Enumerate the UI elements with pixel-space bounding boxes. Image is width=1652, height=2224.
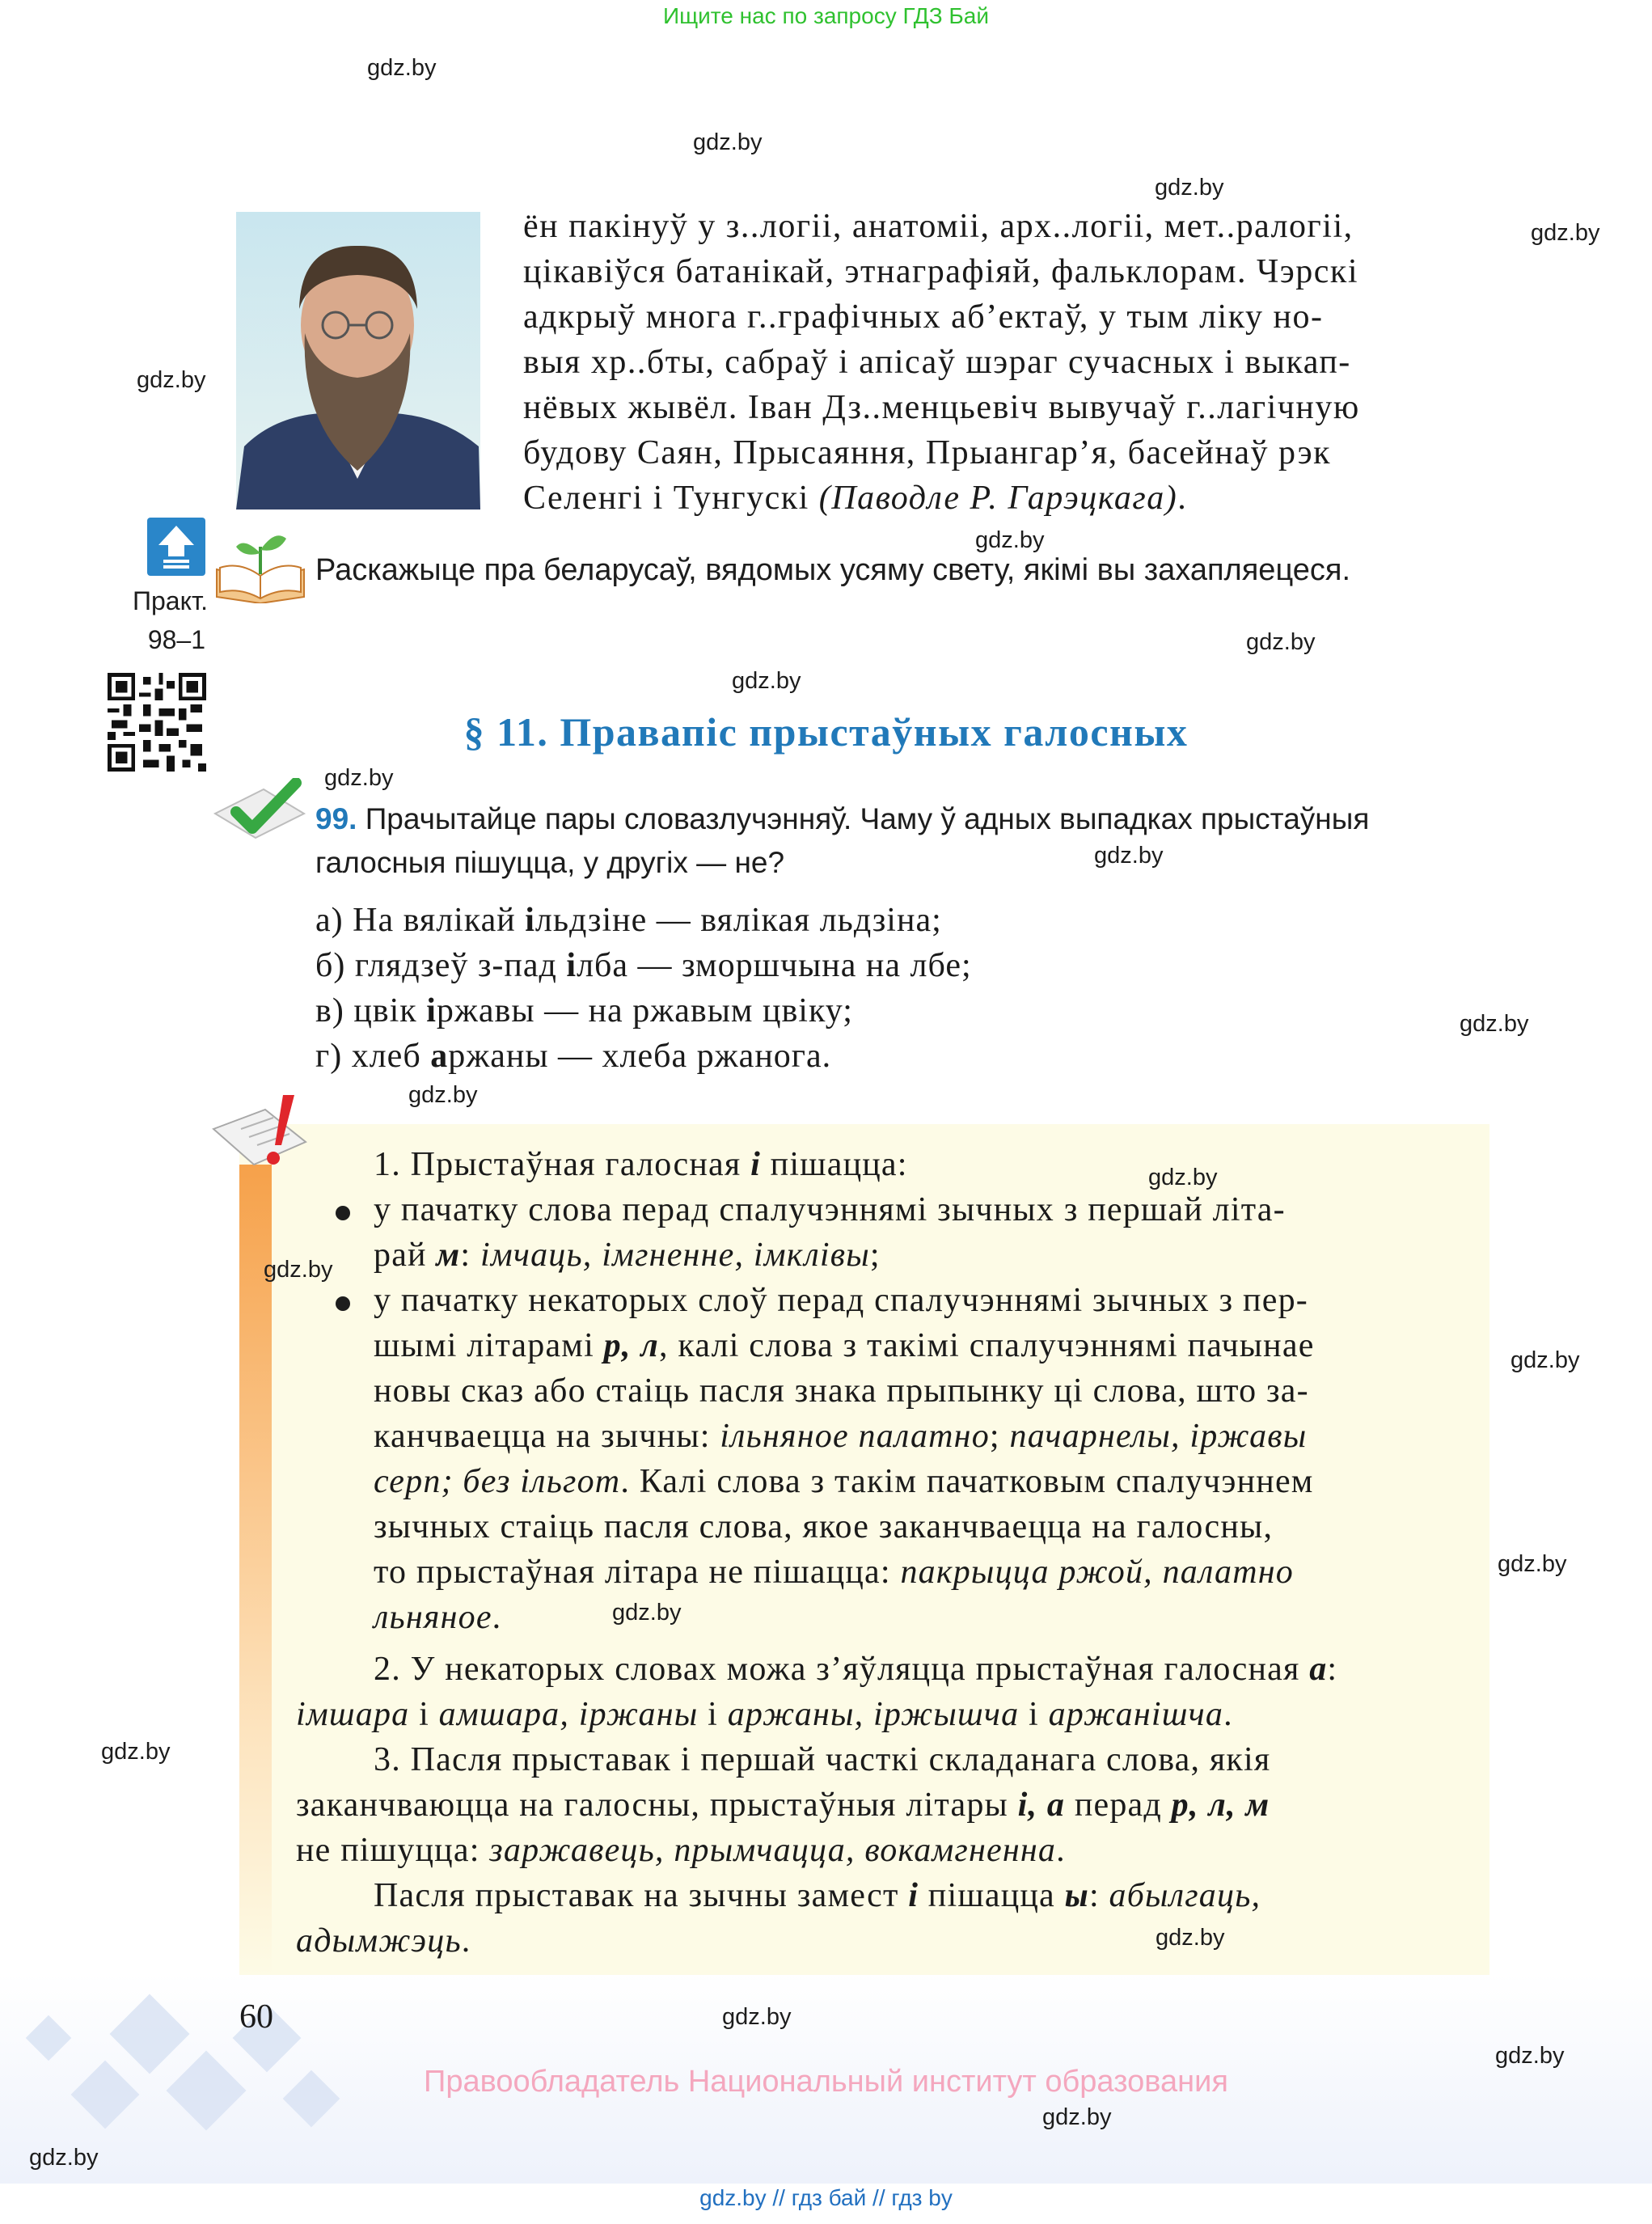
watermark: gdz.by <box>408 1082 478 1108</box>
pair-text: ржавы — на ржавым цвіку; <box>436 992 853 1030</box>
portrait-image <box>236 212 480 509</box>
punctuation: . <box>1177 480 1188 517</box>
rule-letter: і, а <box>1017 1786 1066 1824</box>
rule-line <box>296 1692 1233 1737</box>
rule-letter: ы <box>1064 1877 1089 1914</box>
exercise-pair <box>315 988 853 1034</box>
bullet-point <box>336 1206 350 1220</box>
watermark: gdz.by <box>1495 2043 1565 2069</box>
intro-paragraph-line: выя хр..бты, сабраў і апісаў шэраг сучасных і выкап- <box>523 344 1351 381</box>
rule-example: пачарнелы, іржавы <box>1009 1418 1308 1455</box>
rule-line <box>296 1828 1066 1873</box>
rule-example: імшара <box>296 1696 410 1733</box>
watermark: gdz.by <box>1531 220 1600 246</box>
exclamation-note-icon <box>209 1093 314 1190</box>
pair-text: лба — зморшчына на лбе; <box>577 947 972 984</box>
watermark: gdz.by <box>1510 1347 1580 1373</box>
watermark: gdz.by <box>1460 1011 1529 1037</box>
pair-text: б) глядзеў з-пад <box>315 947 567 984</box>
rule-line: 3. Пасля прыставак і першай часткі складанага слова, якія <box>374 1741 1271 1778</box>
watermark: gdz.by <box>1156 1925 1225 1951</box>
rule-example: серп; без ільгот <box>374 1463 621 1500</box>
rule-example: імчаць, імгненне, імклівы <box>480 1237 870 1274</box>
rule-line <box>374 1323 1315 1368</box>
practice-reference: 98–1 <box>147 625 205 654</box>
rule-text: заканчваюцца на галосны, прыстаўныя літары <box>296 1786 1018 1824</box>
rule-text: рай <box>374 1237 437 1274</box>
exercise-pair <box>315 943 972 988</box>
watermark: gdz.by <box>1148 1165 1218 1190</box>
pair-letter: а <box>430 1038 449 1075</box>
intro-paragraph-line: адкрыў многа г..графічных аб’ектаў, у тым ліку но- <box>523 298 1324 336</box>
rule-line <box>374 1550 1294 1595</box>
rule-letter: і <box>908 1877 919 1914</box>
intro-paragraph-line: нёвых жывёл. Іван Дз..менцьевіч вывучаў г..лагічную <box>523 389 1360 426</box>
rule-text: : <box>460 1237 480 1274</box>
rule-line: зычных стаіць пасля слова, якое заканчваецца на галосны, <box>374 1508 1274 1545</box>
source-attribution: (Паводле Р. Гарэцкага) <box>818 480 1178 517</box>
rule-letter: р, л, м <box>1171 1786 1270 1824</box>
rule-text: пішацца: <box>760 1146 908 1183</box>
watermark: gdz.by <box>29 2145 99 2171</box>
rule-line: у пачатку некаторых слоў перад спалучэннямі зычных з пер- <box>374 1282 1308 1319</box>
rule-line <box>374 1459 1314 1504</box>
rule-text: Пасля прыставак на зычны замест <box>374 1877 909 1914</box>
rule-line: новы сказ або стаіць пасля знака прыпынку ці слова, што за- <box>374 1372 1309 1410</box>
rule-text: ; <box>989 1418 1010 1455</box>
rule-letter: а <box>1309 1651 1328 1688</box>
intro-paragraph-last-line <box>523 476 1187 521</box>
pair-text: а) На вялікай <box>315 902 526 939</box>
rule-line <box>296 1918 471 1964</box>
watermark: gdz.by <box>324 765 394 791</box>
open-book-plant-icon <box>212 522 309 603</box>
intro-paragraph-line: ён пакінуў у з..логіі, анатоміі, арх..логіі, мет..ралогіі, <box>523 208 1354 245</box>
watermark: gdz.by <box>732 668 801 694</box>
rule-line: у пачатку слова перад спалучэннямі зычных з першай літа- <box>374 1191 1286 1228</box>
rule-line <box>374 1595 501 1640</box>
pair-text: в) цвік <box>315 992 427 1030</box>
exercise-pair <box>315 1034 831 1079</box>
rule-example: адымжэць <box>296 1922 462 1960</box>
rule-example: пакрыцца ржой, палатно <box>900 1554 1294 1591</box>
rule-text: 1. Прыстаўная галосная <box>374 1146 751 1183</box>
discussion-prompt: Раскажыце пра беларусаў, вядомых усяму свету, якімі вы захапляецеся. <box>315 553 1351 587</box>
rule-text: . Калі слова з такім пачатковым спалучэннем <box>620 1463 1314 1500</box>
rule-line <box>374 1414 1307 1459</box>
pair-letter: і <box>426 992 437 1030</box>
rule-line <box>374 1233 881 1278</box>
pair-letter: і <box>525 902 535 939</box>
rule-accent-bar <box>239 1165 272 1975</box>
watermark: gdz.by <box>1246 629 1316 655</box>
watermark: gdz.by <box>264 1257 333 1283</box>
watermark: gdz.by <box>101 1739 171 1765</box>
rule-line <box>296 1782 1270 1828</box>
rule-letter: і <box>750 1146 761 1183</box>
checkmark-icon <box>212 778 307 849</box>
rule-text: і <box>1019 1696 1049 1733</box>
rule-line <box>374 1873 1261 1918</box>
watermark: gdz.by <box>722 2004 792 2030</box>
watermark: gdz.by <box>1042 2104 1112 2130</box>
watermark: gdz.by <box>137 367 206 393</box>
watermark: gdz.by <box>367 55 437 81</box>
pair-text: ржаны — хлеба ржанога. <box>448 1038 832 1075</box>
rule-text: . <box>492 1599 502 1636</box>
practice-link-button[interactable] <box>147 518 205 576</box>
rule-text: пішацца <box>919 1877 1065 1914</box>
rule-text: канчваецца на зычны: <box>374 1418 720 1455</box>
rights-holder: Правообладатель Национальный институт образования <box>424 2065 1228 2099</box>
upload-arrow-icon <box>147 518 205 576</box>
watermark: gdz.by <box>1094 843 1164 869</box>
rule-text: . <box>461 1922 471 1960</box>
bullet-point <box>336 1296 350 1311</box>
rule-text: . <box>1056 1832 1066 1869</box>
rule-text: . <box>1223 1696 1233 1733</box>
rule-text: , калі слова з такімі спалучэннямі пачынае <box>659 1327 1315 1364</box>
exercise-pair <box>315 898 942 943</box>
rule-text: 2. У некаторых словах можа з’яўляцца прыстаўная галосная <box>374 1651 1310 1688</box>
rule-text: : <box>1327 1651 1338 1688</box>
intro-paragraph-line: цікавіўся батанікай, этнаграфіяй, фальклорам. Чэрскі <box>523 253 1358 290</box>
rule-line <box>374 1142 908 1187</box>
intro-paragraph-text: Селенгі і Тунгускі <box>523 480 819 517</box>
footer-links[interactable]: gdz.by // гдз бай // гдз by <box>699 2185 953 2210</box>
rule-text: і <box>409 1696 439 1733</box>
pair-text: г) хлеб <box>315 1038 431 1075</box>
exercise-number: 99. <box>315 802 357 835</box>
rule-text: і <box>698 1696 728 1733</box>
intro-paragraph-line: будову Саян, Прысаяння, Прыангар’я, басейнаў рэк <box>523 434 1331 471</box>
watermark: gdz.by <box>1498 1551 1567 1577</box>
rule-text: ; <box>869 1237 881 1274</box>
exercise-instruction-line <box>315 797 1369 841</box>
rule-line <box>374 1647 1337 1692</box>
rule-example: заржавець, прымчацца, вокамгненна <box>489 1832 1057 1869</box>
rule-example: льняное <box>374 1599 492 1636</box>
exercise-instruction-line: галосныя пішуцца, у другіх — не? <box>315 846 785 879</box>
pair-text: льдзіне — вялікая льдзіна; <box>534 902 942 939</box>
rule-text: перад <box>1065 1786 1172 1824</box>
pair-letter: і <box>566 947 577 984</box>
rule-letter: м <box>436 1237 461 1274</box>
rule-example: аржаны, іржышча <box>727 1696 1020 1733</box>
search-banner[interactable]: Ищите нас по запросу ГДЗ Бай <box>662 3 990 28</box>
rule-text: шымі літарамі <box>374 1327 604 1364</box>
watermark: gdz.by <box>612 1600 682 1626</box>
watermark: gdz.by <box>1155 175 1224 201</box>
watermark: gdz.by <box>975 527 1045 553</box>
rule-example: аржанішча <box>1048 1696 1224 1733</box>
rule-letter: р, л <box>603 1327 659 1364</box>
rule-text: : <box>1088 1877 1109 1914</box>
watermark: gdz.by <box>693 129 763 155</box>
rule-example: ільняное палатно <box>720 1418 990 1455</box>
rule-text: не пішуцца: <box>296 1832 490 1869</box>
rule-example: абылгаць, <box>1109 1877 1261 1914</box>
exercise-text: Прачытайце пары словазлучэнняў. Чаму ў адных выпадках прыстаўныя <box>357 802 1370 835</box>
section-title: § 11. Правапіс прыстаўных галосных <box>463 709 1189 755</box>
rule-text: то прыстаўная літара не пішацца: <box>374 1554 901 1591</box>
page-number: 60 <box>239 1998 273 2036</box>
rule-example: амшара, іржаны <box>438 1696 699 1733</box>
practice-label: Практ. <box>133 586 208 615</box>
